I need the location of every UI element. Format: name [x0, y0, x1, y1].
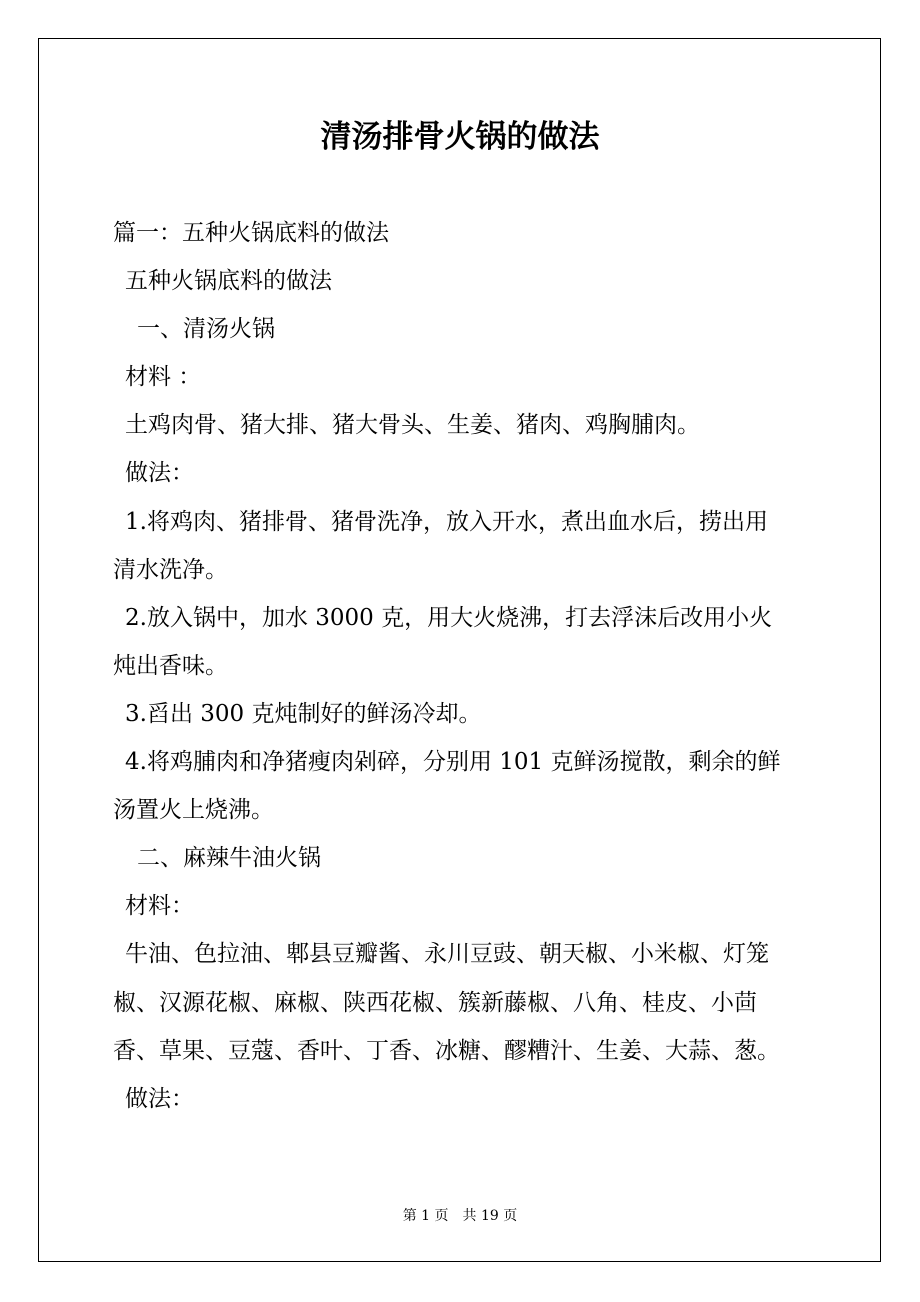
paragraph-line: 3.舀出 300 克炖制好的鲜汤冷却。: [125, 700, 482, 727]
paragraph-line: 做法：: [125, 460, 194, 487]
paragraph-line: 做法：: [125, 1085, 194, 1112]
paragraph-line: 篇一：五种火锅底料的做法: [113, 220, 389, 246]
paragraph-line: 土鸡肉骨、猪大排、猪大骨头、生姜、猪肉、鸡胸脯肉。: [125, 412, 700, 439]
paragraph-line: 炖出香味。: [113, 652, 228, 679]
paragraph-line: 材料：: [125, 893, 194, 920]
paragraph-line: 材料 ：: [125, 364, 202, 391]
paragraph-line: 牛油、色拉油、郫县豆瓣酱、永川豆豉、朝天椒、小米椒、灯笼: [125, 941, 769, 968]
paragraph-line: 椒、汉源花椒、麻椒、陕西花椒、簇新藤椒、八角、桂皮、小茴: [113, 989, 757, 1016]
paragraph-line: 汤置火上烧沸。: [113, 797, 274, 824]
paragraph-line: 清水洗净。: [113, 556, 228, 583]
paragraph-line: 二、麻辣牛油火锅: [137, 845, 321, 872]
paragraph-line: 香、草果、豆蔻、香叶、丁香、冰糖、醪糟汁、生姜、大蒜、葱。: [113, 1037, 780, 1064]
document-body: [113, 209, 813, 1123]
paragraph-line: 一、清汤火锅: [137, 316, 275, 343]
paragraph-line: 1.将鸡肉、猪排骨、猪骨洗净，放入开水，煮出血水后，捞出用: [125, 508, 768, 535]
paragraph-line: 4.将鸡脯肉和净猪瘦肉剁碎，分别用 101 克鲜汤搅散，剩余的鲜: [125, 749, 781, 776]
document-title: 清汤排骨火锅的做法: [320, 119, 600, 155]
page-footer: 第 1 页 共 19 页: [402, 1208, 518, 1224]
paragraph-line: 2.放入锅中，加水 3000 克，用大火烧沸，打去浮沫后改用小火: [125, 604, 773, 631]
paragraph-line: 五种火锅底料的做法: [125, 268, 332, 295]
